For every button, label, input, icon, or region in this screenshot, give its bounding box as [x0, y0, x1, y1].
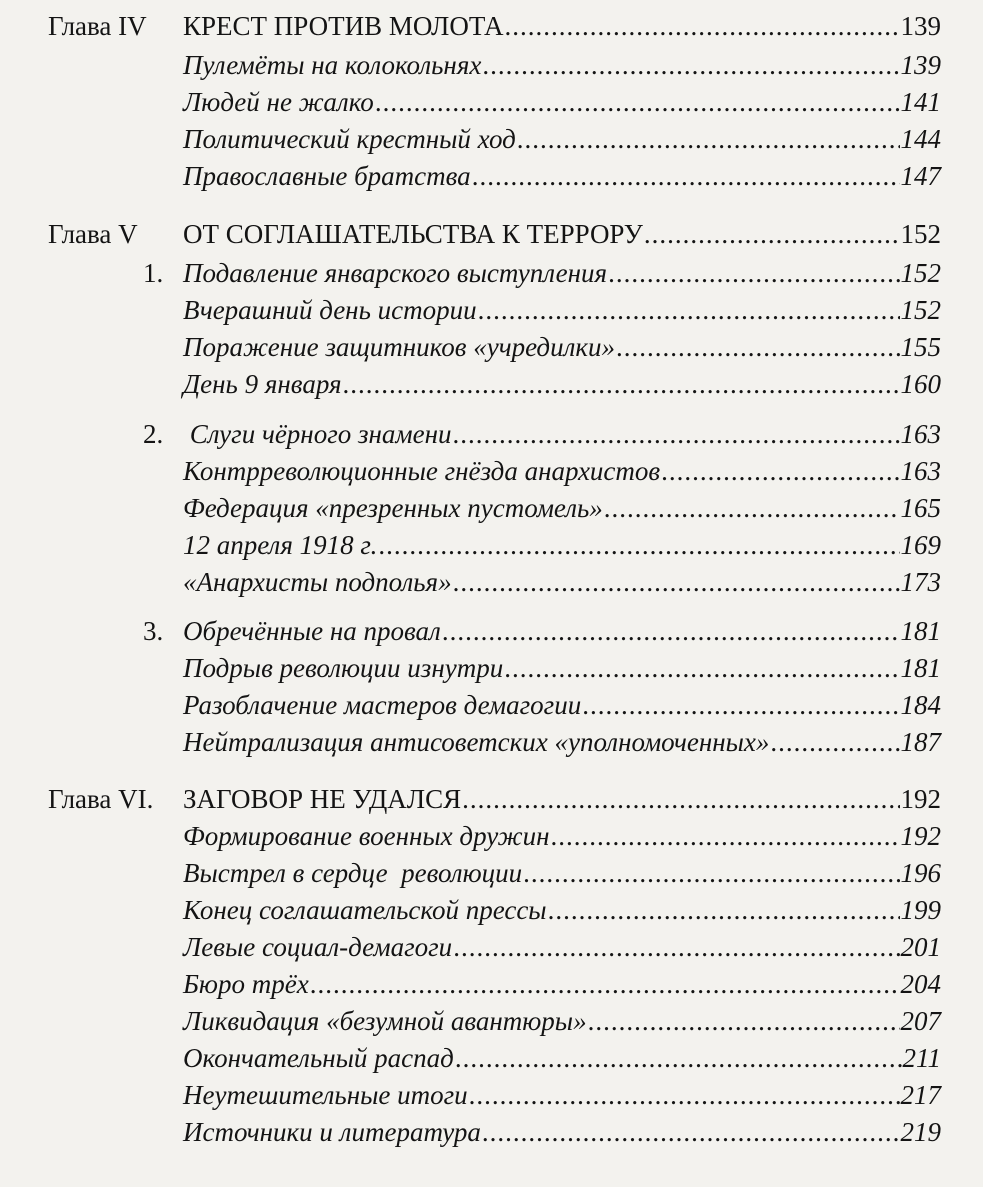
entry-title: Вчерашний день истории	[183, 295, 477, 325]
toc-entry	[183, 1079, 941, 1111]
page-number: 211	[902, 1043, 941, 1073]
toc-chapter-entry	[183, 783, 941, 815]
toc-entry	[183, 160, 941, 192]
page-number: 217	[900, 1080, 941, 1110]
entry-title: Православные братства	[183, 161, 471, 191]
dot-leader	[469, 1079, 900, 1111]
toc-entry	[183, 968, 941, 1000]
dot-leader	[548, 894, 900, 926]
entry-title: Бюро трёх	[183, 969, 309, 999]
entry-title: Формирование военных дружин	[183, 821, 550, 851]
page-number: 204	[900, 969, 941, 999]
page-number: 152	[900, 258, 941, 288]
dot-leader	[504, 652, 899, 684]
section-number: 2.	[143, 419, 164, 449]
dot-leader	[453, 418, 900, 450]
dot-leader	[442, 615, 900, 647]
entry-title: Источники и литература	[183, 1117, 481, 1147]
page-number: 144	[900, 124, 941, 154]
toc-section-entry	[183, 257, 941, 289]
page-number: 199	[900, 895, 941, 925]
dot-leader	[375, 86, 900, 118]
dot-leader	[644, 218, 900, 250]
chapter-title: ЗАГОВОР НЕ УДАЛСЯ	[183, 784, 462, 814]
dot-leader	[661, 455, 899, 487]
page-number: 165	[900, 493, 941, 523]
page-number: 219	[900, 1117, 941, 1147]
dot-leader	[551, 820, 900, 852]
page-number: 163	[900, 456, 941, 486]
entry-title: Разоблачение мастеров демагогии	[183, 690, 582, 720]
entry-title: Людей не жалко	[183, 87, 374, 117]
toc-entry	[183, 1116, 941, 1148]
entry-title: Поражение защитников «учредилки»	[183, 332, 615, 362]
toc-entry	[183, 86, 941, 118]
page-number: 192	[900, 821, 941, 851]
toc-entry	[183, 726, 941, 758]
toc-entry	[183, 529, 941, 561]
toc-entry	[183, 492, 941, 524]
toc-entry	[183, 1042, 941, 1074]
dot-leader	[604, 492, 900, 524]
page-number: 196	[900, 858, 941, 888]
section-number: 1.	[143, 258, 164, 288]
toc-chapter-entry	[183, 10, 941, 42]
toc-entry	[183, 689, 941, 721]
section-title: Подавление январского выступления	[183, 258, 608, 288]
page-number: 169	[900, 530, 941, 560]
dot-leader	[378, 529, 899, 561]
toc-entry	[183, 652, 941, 684]
toc-section-entry	[183, 615, 941, 647]
entry-title: Окончательный распад	[183, 1043, 454, 1073]
toc-entry	[183, 820, 941, 852]
entry-title: Контрреволюционные гнёзда анархистов	[183, 456, 661, 486]
page-number: 155	[900, 332, 941, 362]
toc-entry	[183, 123, 941, 155]
dot-leader	[588, 1005, 900, 1037]
toc-entry	[183, 455, 941, 487]
page-number: 187	[900, 727, 941, 757]
page-number: 139	[900, 11, 941, 41]
dot-leader	[310, 968, 900, 1000]
page-number: 181	[900, 653, 941, 683]
chapter-label: Глава IV	[48, 11, 147, 41]
toc-entry	[183, 857, 941, 889]
page-number: 141	[900, 87, 941, 117]
toc-entry	[183, 49, 941, 81]
entry-title: Неутешительные итоги	[183, 1080, 468, 1110]
entry-title: Федерация «презренных пустомель»	[183, 493, 603, 523]
entry-title: Левые социал-демагоги	[183, 932, 453, 962]
dot-leader	[478, 294, 900, 326]
dot-leader	[770, 726, 899, 758]
dot-leader	[453, 931, 899, 963]
page-number: 147	[900, 161, 941, 191]
section-title: Обречённые на провал	[183, 616, 441, 646]
chapter-label: Глава V	[48, 219, 138, 249]
dot-leader	[482, 1116, 900, 1148]
page-number: 181	[900, 616, 941, 646]
page-number: 163	[900, 419, 941, 449]
entry-title: День 9 января	[183, 369, 342, 399]
toc-entry	[183, 931, 941, 963]
page-number: 184	[900, 690, 941, 720]
dot-leader	[504, 10, 899, 42]
chapter-label: Глава VI.	[48, 784, 154, 814]
entry-title: «Анархисты подполья»	[183, 567, 452, 597]
toc-section-entry	[183, 418, 941, 450]
entry-title: Нейтрализация антисоветских «уполномоченных»	[183, 727, 770, 757]
dot-leader	[482, 49, 899, 81]
dot-leader	[616, 331, 900, 363]
dot-leader	[453, 566, 900, 598]
chapter-title: КРЕСТ ПРОТИВ МОЛОТА	[183, 11, 504, 41]
dot-leader	[343, 368, 900, 400]
toc-entry	[183, 294, 941, 326]
dot-leader	[608, 257, 899, 289]
section-title: Слуги чёрного знамени	[183, 419, 452, 449]
toc-entry	[183, 894, 941, 926]
page-number: 152	[900, 219, 941, 249]
dot-leader	[523, 857, 899, 889]
section-number: 3.	[143, 616, 164, 646]
dot-leader	[582, 689, 899, 721]
page-number: 139	[900, 50, 941, 80]
page-number: 207	[900, 1006, 941, 1036]
toc-chapter-entry	[183, 218, 941, 250]
page-number: 201	[900, 932, 941, 962]
toc-entry	[183, 331, 941, 363]
dot-leader	[472, 160, 900, 192]
toc-entry	[183, 566, 941, 598]
page-number: 192	[900, 784, 941, 814]
dot-leader	[462, 783, 899, 815]
page-number: 152	[900, 295, 941, 325]
dot-leader	[455, 1042, 902, 1074]
entry-title: Выстрел в сердце революции	[183, 858, 523, 888]
entry-title: 12 апреля 1918 г.	[183, 530, 378, 560]
entry-title: Конец соглашательской прессы	[183, 895, 547, 925]
dot-leader	[517, 123, 900, 155]
page-number: 173	[900, 567, 941, 597]
entry-title: Подрыв революции изнутри	[183, 653, 504, 683]
entry-title: Ликвидация «безумной авантюры»	[183, 1006, 587, 1036]
entry-title: Политический крестный ход	[183, 124, 516, 154]
chapter-title: ОТ СОГЛАШАТЕЛЬСТВА К ТЕРРОРУ	[183, 219, 643, 249]
toc-entry	[183, 368, 941, 400]
toc-entry	[183, 1005, 941, 1037]
entry-title: Пулемёты на колокольнях	[183, 50, 482, 80]
page-number: 160	[900, 369, 941, 399]
